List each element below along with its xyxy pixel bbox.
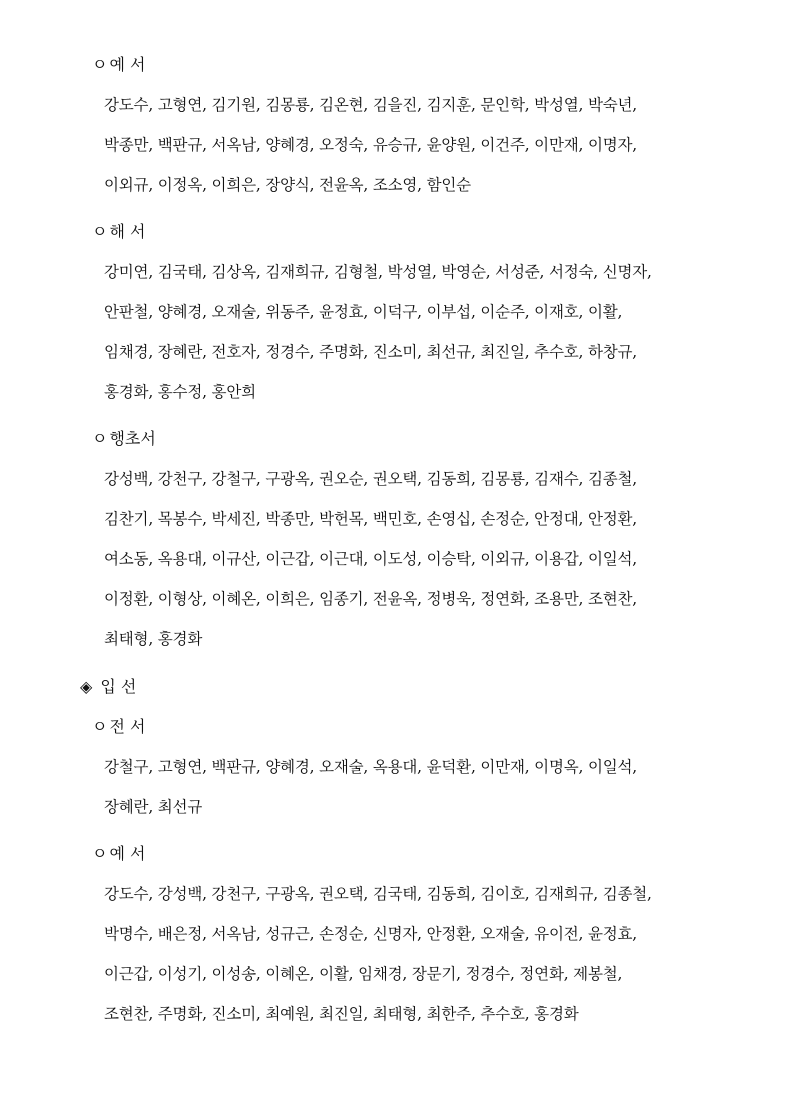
circle-bullet-icon: ㅇ xyxy=(92,844,108,863)
name-list-line: 강도수, 강성백, 강천구, 구광옥, 권오택, 김국태, 김동희, 김이호, 김재희규, 김종철, xyxy=(104,885,652,903)
name-list-line: 홍경화, 홍수정, 홍안희 xyxy=(104,383,256,401)
diamond-bullet-icon: ◈ xyxy=(80,677,93,696)
section-title: 예 서 xyxy=(109,55,146,74)
circle-bullet-icon: ㅇ xyxy=(92,222,108,241)
name-list-line: 이근갑, 이성기, 이성송, 이혜온, 이활, 임채경, 장문기, 정경수, 정연화, 제봉철, xyxy=(104,965,623,983)
major-title: 입 선 xyxy=(100,677,137,696)
section-title: 해 서 xyxy=(109,222,146,241)
name-list-line: 조현찬, 주명화, 진소미, 최예원, 최진일, 최태형, 최한주, 추수호, 홍경화 xyxy=(104,1005,579,1023)
name-list-line: 최태형, 홍경화 xyxy=(104,630,203,648)
name-list-line: 박종만, 백판규, 서옥남, 양혜경, 오정숙, 유승규, 윤양원, 이건주, 이만재, 이명자, xyxy=(104,136,638,154)
section-heading-jeonseo xyxy=(92,716,145,738)
name-list-line: 여소동, 옥용대, 이규산, 이근갑, 이근대, 이도성, 이승탁, 이외규, 이용갑, 이일석, xyxy=(104,550,638,568)
section-heading-yeseo xyxy=(92,54,145,76)
name-list-line: 강성백, 강천구, 강철구, 구광옥, 권오순, 권오택, 김동희, 김몽룡, 김재수, 김종철, xyxy=(104,470,638,488)
name-list-line: 장혜란, 최선규 xyxy=(104,798,203,816)
section-title: 행초서 xyxy=(109,429,156,448)
circle-bullet-icon: ㅇ xyxy=(92,55,108,74)
section-title: 전 서 xyxy=(109,717,146,736)
major-heading-ipseon xyxy=(80,676,136,698)
name-list-line: 강미연, 김국태, 김상옥, 김재희규, 김형철, 박성열, 박영순, 서성준, 서정숙, 신명자, xyxy=(104,263,652,281)
name-list-line: 안판철, 양혜경, 오재술, 위동주, 윤정효, 이덕구, 이부섭, 이순주, 이재호, 이활, xyxy=(104,303,623,321)
name-list-line: 강철구, 고형연, 백판규, 양혜경, 오재술, 옥용대, 윤덕환, 이만재, 이명옥, 이일석, xyxy=(104,758,638,776)
name-list-line: 임채경, 장혜란, 전호자, 정경수, 주명화, 진소미, 최선규, 최진일, 추수호, 하창규, xyxy=(104,343,638,361)
section-heading-haeseo xyxy=(92,221,145,243)
section-title: 예 서 xyxy=(109,844,146,863)
name-list-line: 이정환, 이형상, 이혜온, 이희은, 임종기, 전윤옥, 정병욱, 정연화, 조용만, 조현찬, xyxy=(104,590,638,608)
section-heading-haengchoseo xyxy=(92,428,156,450)
circle-bullet-icon: ㅇ xyxy=(92,429,108,448)
circle-bullet-icon: ㅇ xyxy=(92,717,108,736)
section-heading-yeseo-2 xyxy=(92,843,145,865)
name-list-line: 박명수, 배은정, 서옥남, 성규근, 손정순, 신명자, 안정환, 오재술, 유이전, 윤정효, xyxy=(104,925,638,943)
name-list-line: 김찬기, 목봉수, 박세진, 박종만, 박헌목, 백민호, 손영십, 손정순, 안정대, 안정환, xyxy=(104,510,638,528)
name-list-line: 강도수, 고형연, 김기원, 김몽룡, 김온현, 김을진, 김지훈, 문인학, 박성열, 박숙년, xyxy=(104,96,638,114)
name-list-line: 이외규, 이정옥, 이희은, 장양식, 전윤옥, 조소영, 함인순 xyxy=(104,176,471,194)
